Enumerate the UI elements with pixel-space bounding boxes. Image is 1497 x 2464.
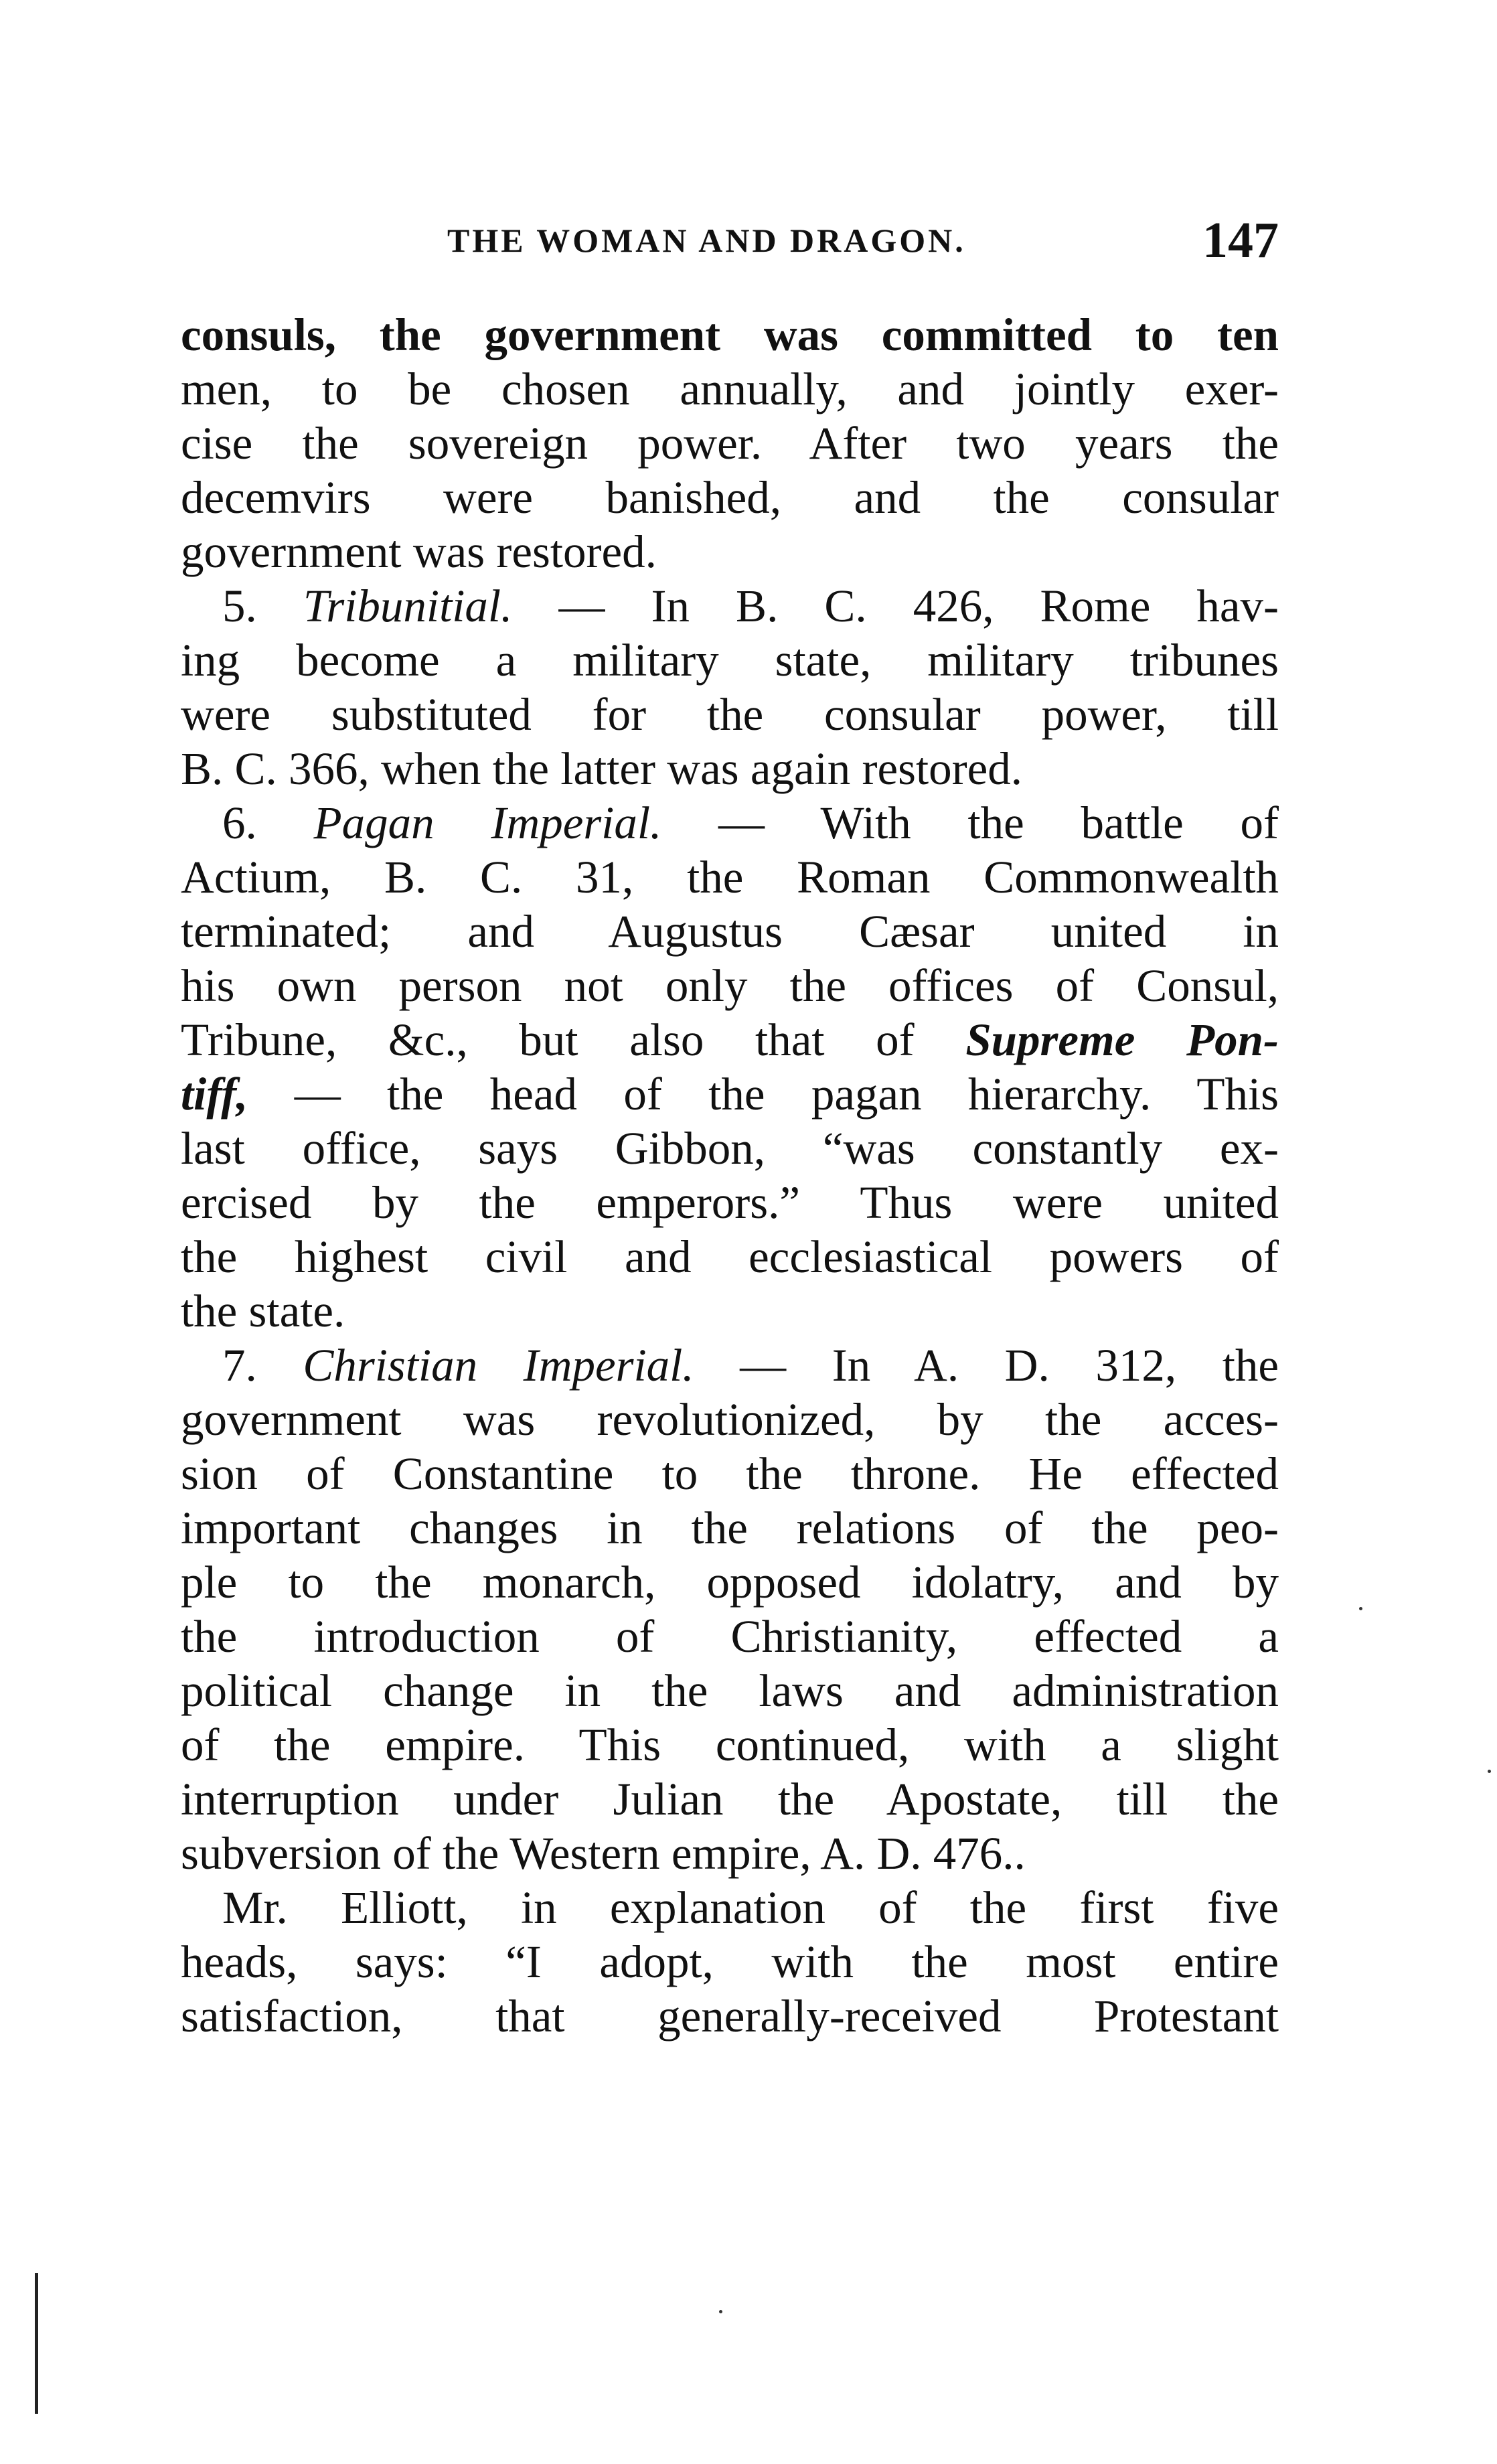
text-line: interruption under Julian the Apostate, till the (181, 1774, 1279, 1825)
section-title: Pagan Imperial. (313, 797, 662, 848)
text-line: cise the sovereign power. After two years the (181, 418, 1279, 469)
text-line: men, to be chosen annually, and jointly exer- (181, 364, 1279, 414)
text-line: political change in the laws and administration (181, 1665, 1279, 1716)
text-line: Actium, B. C. 31, the Roman Commonwealth (181, 852, 1279, 903)
text-line: of the empire. This continued, with a slight (181, 1719, 1279, 1770)
text-line: B. C. 366, when the latter was again restored. (181, 743, 1022, 794)
emphasis-text: Supreme Pon- (965, 1014, 1279, 1065)
print-speck (719, 2310, 722, 2313)
text-line: were substituted for the consular power, till (181, 689, 1279, 740)
text-line: satisfaction, that generally-received Protestant (181, 1991, 1279, 2042)
text-line: ercised by the emperors.” Thus were united (181, 1177, 1279, 1228)
text-line: consuls, the government was committed to ten (181, 309, 1279, 360)
running-head: THE WOMAN AND DRAGON. (447, 222, 966, 259)
emphasis-text: tiff, (181, 1069, 248, 1120)
text-line: tiff, — the head of the pagan hierarchy. This (181, 1069, 1279, 1120)
page-number: 147 (1202, 212, 1279, 268)
section-number: 6. (222, 797, 257, 848)
body-text (181, 308, 1279, 2044)
section-heading-line: 7. Christian Imperial. — In A. D. 312, the (222, 1340, 1279, 1391)
text-line: subversion of the Western empire, A. D. 476.. (181, 1828, 1026, 1879)
page-header (181, 213, 1279, 273)
text-line: terminated; and Augustus Cæsar united in (181, 906, 1279, 957)
print-speck (1488, 1770, 1491, 1773)
text-line: sion of Constantine to the throne. He effected (181, 1448, 1279, 1499)
text-line: his own person not only the offices of Consul, (181, 960, 1279, 1011)
section-heading-line: 6. Pagan Imperial. — With the battle of (222, 797, 1279, 848)
text-line: Tribune, &c., but also that of Supreme Pon- (181, 1014, 1279, 1065)
section-heading-line: 5. Tribunitial. — In B. C. 426, Rome hav- (222, 581, 1279, 631)
section-number: 7. (222, 1340, 257, 1391)
print-speck (1359, 1607, 1362, 1610)
text-line: important changes in the relations of the peo- (181, 1503, 1279, 1553)
text-line: the highest civil and ecclesiastical powers of (181, 1231, 1279, 1282)
text-line: the introduction of Christianity, effected a (181, 1611, 1279, 1662)
section-number: 5. (222, 581, 257, 631)
text-line: Mr. Elliott, in explanation of the first five (222, 1882, 1279, 1933)
text-line: last office, says Gibbon, “was constantly ex- (181, 1123, 1279, 1174)
section-title: Christian Imperial. (303, 1340, 694, 1391)
text-line: the state. (181, 1286, 345, 1336)
text-line: government was revolutionized, by the acces- (181, 1394, 1279, 1445)
text-line: government was restored. (181, 526, 657, 577)
text-line: ple to the monarch, opposed idolatry, and by (181, 1557, 1279, 1608)
section-title: Tribunitial. (303, 581, 513, 631)
text-line: ing become a military state, military tribunes (181, 635, 1279, 686)
margin-rule (35, 2273, 38, 2414)
text-line: decemvirs were banished, and the consular (181, 472, 1279, 523)
text-line: heads, says: “I adopt, with the most entire (181, 1936, 1279, 1987)
